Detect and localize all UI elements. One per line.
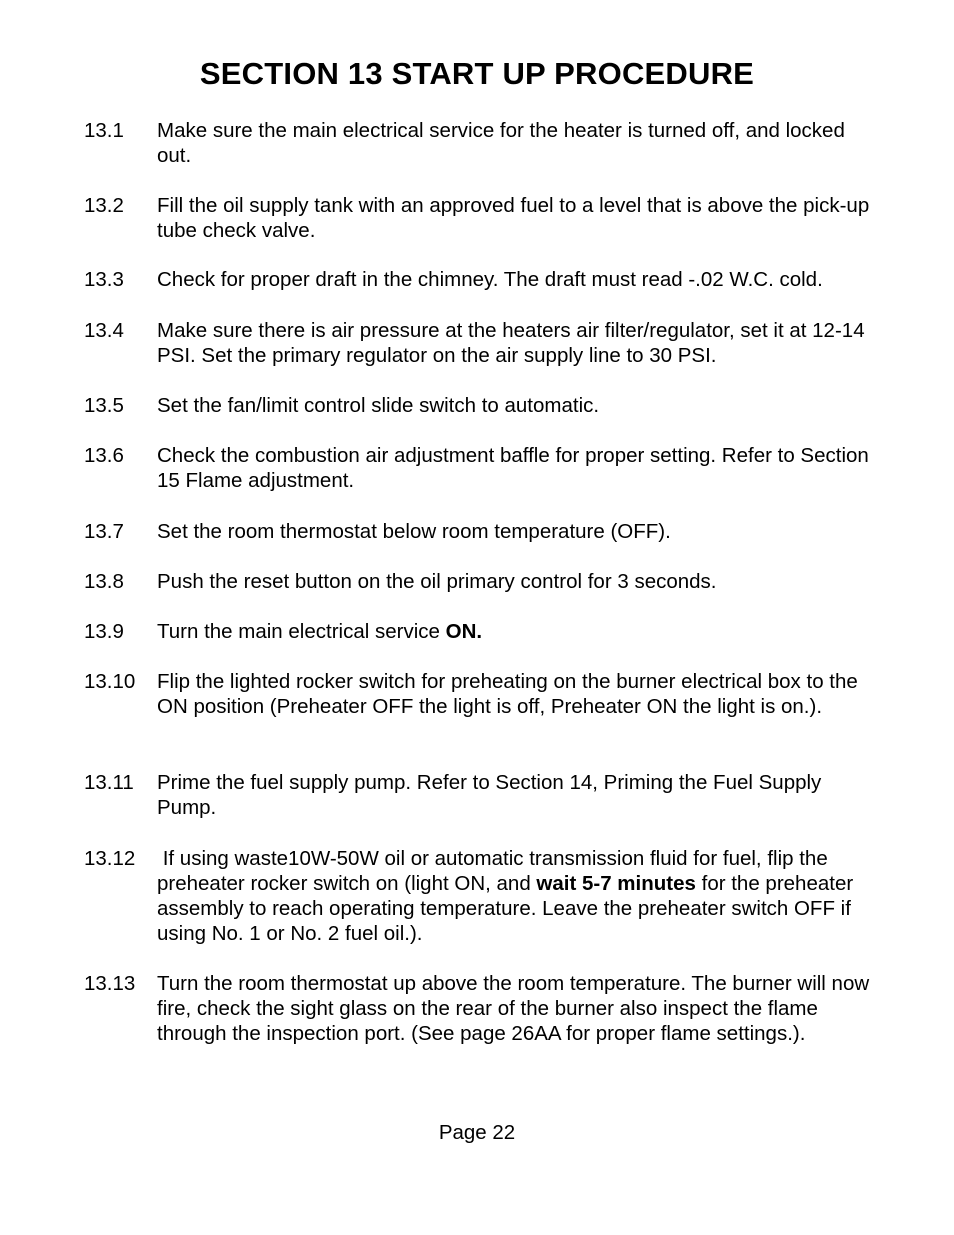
step-number: 13.12	[84, 847, 136, 870]
step-number: 13.13	[84, 972, 136, 995]
step-number: 13.5	[84, 394, 124, 417]
step-number: 13.7	[84, 520, 124, 543]
step-text: Turn the room thermostat up above the room temperature. The burner will now fire, check the sight glass on the rear of the burner also inspect the flame through the inspection port. (See page 26AA for proper flame settings.).	[157, 972, 870, 1045]
step-number: 13.8	[84, 570, 124, 593]
step-text: Fill the oil supply tank with an approved fuel to a level that is above the pick-up tube check valve.	[157, 194, 870, 242]
step-text-plain: Turn the main electrical service	[157, 620, 446, 643]
step-text: Check for proper draft in the chimney. The draft must read -.02 W.C. cold.	[157, 268, 823, 291]
step-text: Flip the lighted rocker switch for preheating on the burner electrical box to the ON position (Preheater OFF the light is off, Preheater ON the light is on.).	[157, 670, 858, 718]
page-number: Page 22	[438, 1121, 516, 1144]
step-number: 13.11	[84, 771, 134, 794]
step-text: Set the fan/limit control slide switch to automatic.	[157, 394, 600, 417]
step-number: 13.10	[84, 670, 136, 693]
step-text: Prime the fuel supply pump. Refer to Section 14, Priming the Fuel Supply Pump.	[157, 771, 822, 819]
step-number: 13.1	[84, 119, 124, 142]
step-text	[157, 619, 877, 644]
step-number: 13.3	[84, 268, 124, 291]
step-text	[157, 846, 877, 946]
step-text: Push the reset button on the oil primary control for 3 seconds.	[157, 570, 717, 593]
step-text: Set the room thermostat below room temperature (OFF).	[157, 520, 671, 543]
step-text-plain: If using waste10W-50W oil or automatic transmission fluid for fuel, flip the preheater rocker switch on (light ON, and	[157, 847, 834, 895]
step-number: 13.4	[84, 319, 124, 342]
step-text: Check the combustion air adjustment baffle for proper setting. Refer to Section 15 Flame adjustment.	[157, 444, 869, 492]
step-text: Make sure the main electrical service for the heater is turned off, and locked out.	[157, 119, 845, 167]
step-text-plain-end: for the preheater assembly to reach operating temperature. Leave the preheater switch OFF if using No. 1 or No. 2 fuel oil.).	[157, 872, 859, 945]
page-title: SECTION 13 START UP PROCEDURE	[199, 56, 755, 91]
step-number: 13.6	[84, 444, 124, 467]
step-number: 13.9	[84, 620, 124, 643]
step-number: 13.2	[84, 194, 124, 217]
step-text: Make sure there is air pressure at the heaters air filter/regulator, set it at 12-14 PSI. Set the primary regulator on the air supply line to 30 PSI.	[157, 319, 865, 367]
step-text-bold: wait 5-7 minutes	[536, 872, 696, 895]
step-text-bold: ON.	[445, 620, 483, 643]
